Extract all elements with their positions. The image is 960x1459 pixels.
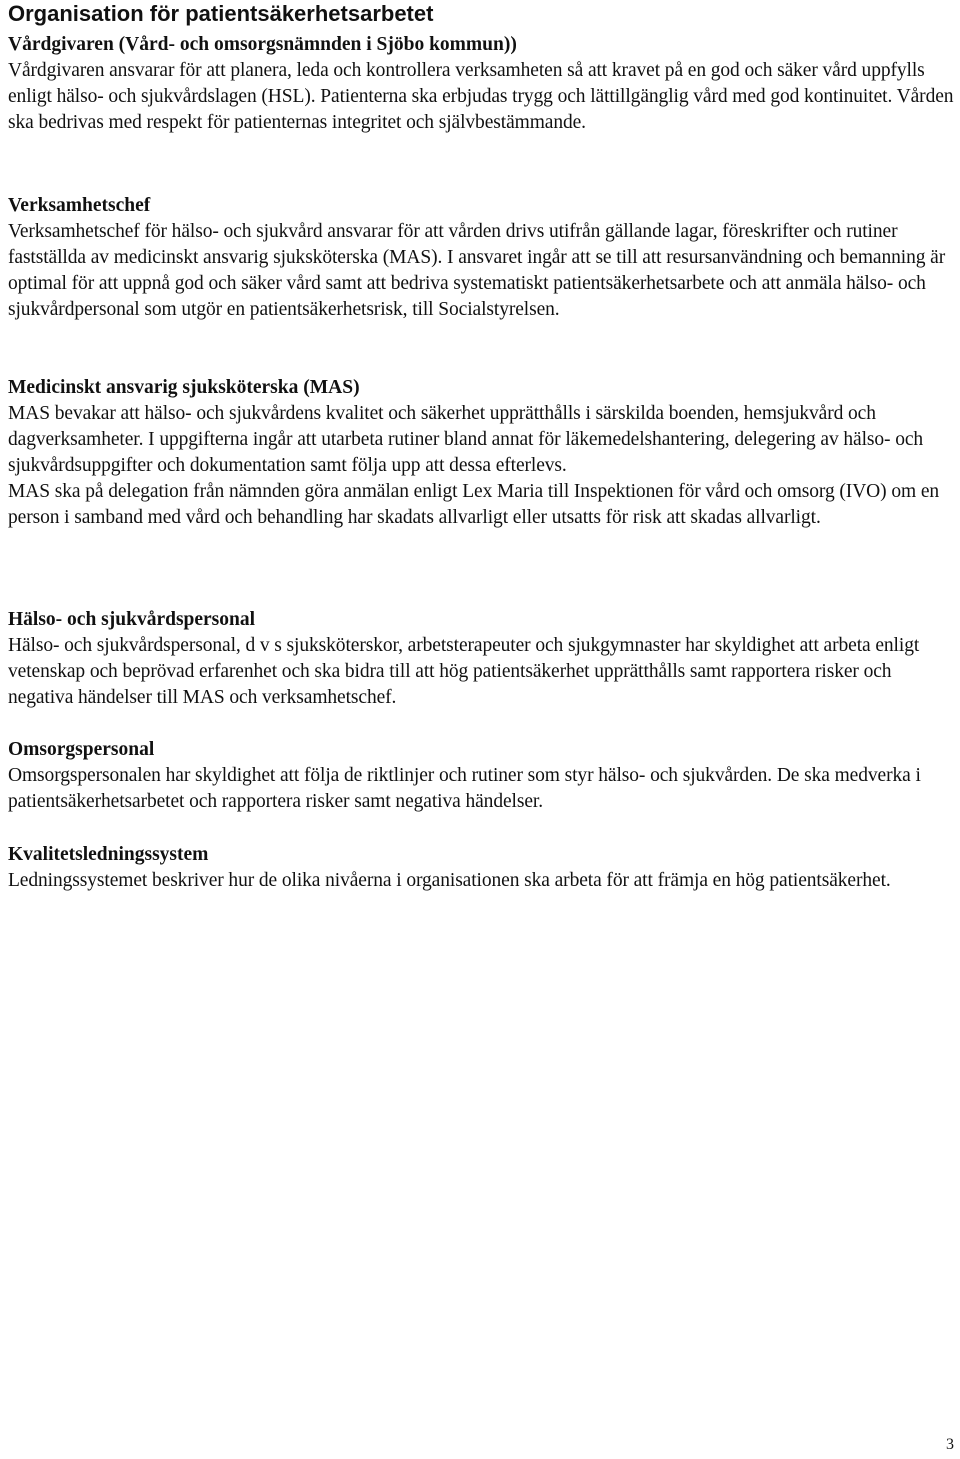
- section-paragraph: MAS bevakar att hälso- och sjukvårdens kvalitet och säkerhet upprätthålls i särskilda boenden, hemsjukvård och dagverksamheter. I uppgifterna ingår att utarbeta rutiner bland annat för läkemedelshantering, delegering av hälso- och sjukvårdsuppgifter och dokumentation samt följa upp att dessa efterlevs.: [8, 403, 924, 476]
- section-heading: Medicinskt ansvarig sjuksköterska (MAS): [8, 377, 360, 398]
- section-vardgivaren: [8, 32, 958, 136]
- section-heading: Omsorgspersonal: [8, 739, 155, 760]
- section-verksamhetschef: [8, 193, 958, 323]
- section-omsorgspersonal: [8, 737, 958, 815]
- section-paragraph: MAS ska på delegation från nämnden göra anmälan enligt Lex Maria till Inspektionen för vård och omsorg (IVO) om en person i samband med vård och behandling har skadats allvarligt eller utsatts för risk att skadas allvarligt.: [8, 481, 940, 528]
- section-paragraph: Vårdgivaren ansvarar för att planera, leda och kontrollera verksamheten så att kravet på en god och säker vård uppfylls enligt hälso- och sjukvårdslagen (HSL). Patienterna ska erbjudas trygg och lättillgänglig vård med god kontinuitet. Vården ska bedrivas med respekt för patienternas integritet och självbestämmande.: [8, 60, 954, 133]
- section-paragraph: Verksamhetschef för hälso- och sjukvård ansvarar för att vården drivs utifrån gällande lagar, föreskrifter och rutiner fastställda av medicinskt ansvarig sjuksköterska (MAS). I ansvaret ingår att se till att resursanvändning och bemanning är optimal för att uppnå god och säker vård samt att bedriva systematiskt patientsäkerhetsarbete och att anmäla hälso- och sjukvårdpersonal som utgör en patientsäkerhetsrisk, till Socialstyrelsen.: [8, 221, 946, 320]
- section-halso-och-sjukvardspersonal: [8, 607, 958, 711]
- document-title: Organisation för patientsäkerhetsarbetet: [8, 1, 434, 26]
- section-paragraph: Ledningssystemet beskriver hur de olika nivåerna i organisationen ska arbeta för att främja en hög patientsäkerhet.: [8, 870, 891, 891]
- section-heading: Verksamhetschef: [8, 195, 151, 216]
- section-heading: Vårdgivaren (Vård- och omsorgsnämnden i Sjöbo kommun)): [8, 34, 517, 55]
- page-number: 3: [946, 1436, 954, 1453]
- section-paragraph: Hälso- och sjukvårdspersonal, d v s sjuksköterskor, arbetsterapeuter och sjukgymnaster har skyldighet att arbeta enligt vetenskap och beprövad erfarenhet och ska bidra till att hög patientsäkerhet upprätthålls samt rapportera risker och negativa händelser till MAS och verksamhetschef.: [8, 635, 920, 708]
- section-kvalitetsledningssystem: [8, 842, 891, 894]
- document-page: [8, 0, 958, 891]
- section-heading: Hälso- och sjukvårdspersonal: [8, 609, 256, 630]
- section-mas: [8, 375, 958, 531]
- section-heading: Kvalitetsledningssystem: [8, 844, 209, 865]
- section-paragraph: Omsorgspersonalen har skyldighet att följa de riktlinjer och rutiner som styr hälso- och sjukvården. De ska medverka i patientsäkerhetsarbetet och rapportera risker samt negativa händelser.: [8, 765, 921, 812]
